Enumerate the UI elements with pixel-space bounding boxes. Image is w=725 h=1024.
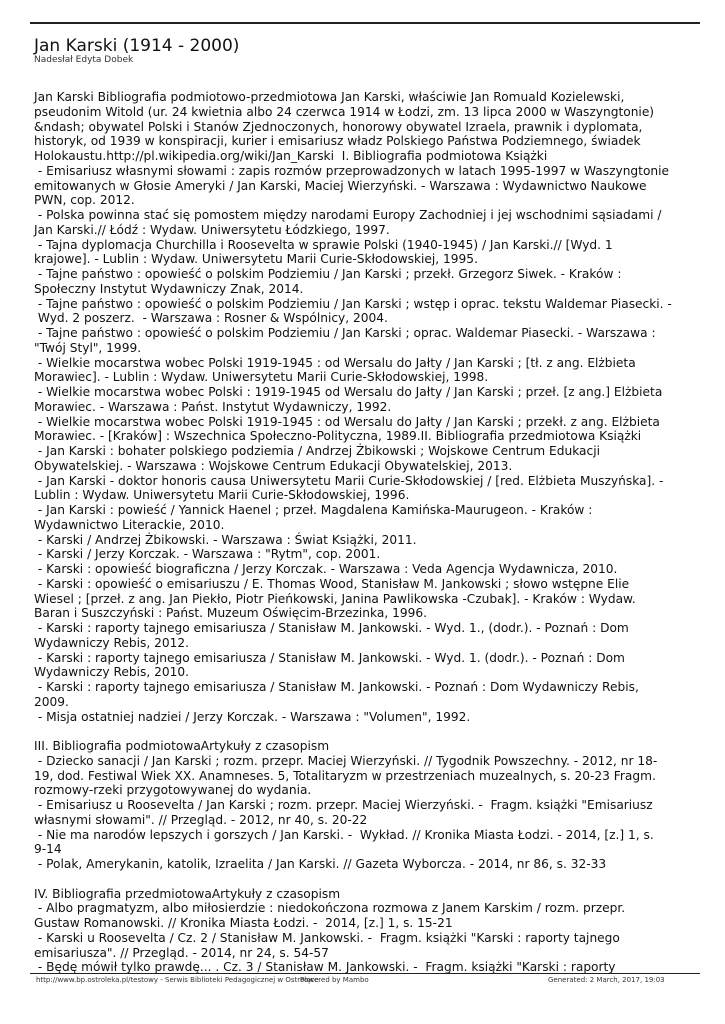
- body-text-line: - Albo pragmatyzm, albo miłosierdzie : niedokończona rozmowa z Janem Karskim / rozm. przepr.: [34, 901, 626, 916]
- body-text-line: Baran i Suszczyński : Państ. Muzeum Oświęcim-Brzezinka, 1996.: [34, 606, 427, 621]
- body-text-line: 19, dod. Festiwal Wiek XX. Anamneses. 5, Totalitaryzm w przestrzeniach muzealnych, s. 20-23 Fragm.: [34, 768, 656, 783]
- body-text-line: Morawiec. - Warszawa : Państ. Instytut Wydawniczy, 1992.: [34, 399, 392, 414]
- body-text-line: Wyd. 2 poszerz. - Warszawa : Rosner & Wspólnicy, 2004.: [34, 311, 388, 326]
- body-text-line: Społeczny Instytut Wydawniczy Znak, 2014.: [34, 281, 304, 296]
- footer-url[interactable]: http://www.bp.ostroleka.pl/testowy - Serwis Biblioteki Pedagogicznej w Ostrołęce: [36, 976, 319, 984]
- body-text-line: - Polak, Amerykanin, katolik, Izraelita / Jan Karski. // Gazeta Wyborcza. - 2014, nr 86, s. 32-33: [34, 857, 607, 871]
- body-text-line: - Misja ostatniej nadziei / Jerzy Korczak. - Warszawa : "Volumen", 1992.: [34, 709, 471, 724]
- body-text-line: - Karski / Jerzy Korczak. - Warszawa : "Rytm", cop. 2001.: [34, 547, 381, 562]
- body-text-line: - Jan Karski - doktor honoris causa Uniwersytetu Marii Curie-Skłodowskiej / [red. Elżbieta Muszyńska]. -: [34, 473, 664, 488]
- body-text-line: - Karski : raporty tajnego emisariusza / Stanisław M. Jankowski. - Poznań : Dom Wydawniczy Rebis,: [34, 680, 639, 694]
- body-text-line: - Karski : raporty tajnego emisariusza / Stanisław M. Jankowski. - Wyd. 1. (dodr.). - Poznań : Dom: [34, 650, 625, 665]
- body-text-line: - Karski : raporty tajnego emisariusza / Stanisław M. Jankowski. - Wyd. 1., (dodr.). - Poznań : Dom: [34, 621, 629, 635]
- body-text-line: Lublin : Wydaw. Uniwersytetu Marii Curie-Skłodowskiej, 1996.: [34, 488, 410, 503]
- body-text-line: Wydawniczy Rebis, 2012.: [34, 635, 190, 650]
- body-text-line: - Będę mówił tylko prawdę... . Cz. 3 / Stanisław M. Jankowski. - Fragm. książki "Karski : raporty: [34, 960, 616, 975]
- body-text-line: - Tajne państwo : opowieść o polskim Podziemiu / Jan Karski ; wstęp i oprac. tekstu Waldemar Piasecki. -: [34, 296, 672, 311]
- footer-powered: Powered by Mambo: [300, 976, 369, 984]
- body-text-line: - Jan Karski : powieść / Yannick Haenel ; przeł. Magdalena Kamińska-Maurugeon. - Kraków :: [34, 503, 593, 517]
- body-text-line: 2009.: [34, 694, 69, 709]
- document-body: [34, 90, 698, 975]
- body-text-line: Morawiec]. - Lublin : Wydaw. Uniwersytetu Marii Curie-Skłodowskiej, 1998.: [34, 370, 489, 385]
- body-text-line: Obywatelskiej. - Warszawa : Wojskowe Centrum Edukacji Obywatelskiej, 2013.: [34, 458, 513, 473]
- body-text-line: emisariusza". // Przegląd. - 2014, nr 24, s. 54-57: [34, 945, 329, 960]
- body-text-line: - Karski u Roosevelta / Cz. 2 / Stanisław M. Jankowski. - Fragm. książki "Karski : raporty tajnego: [34, 930, 620, 945]
- body-text-line: - Emisariusz u Roosevelta / Jan Karski ; rozm. przepr. Maciej Wierzyński. - Fragm. książki "Emisariusz: [34, 798, 653, 812]
- body-text-line: - Karski : opowieść biograficzna / Jerzy Korczak. - Warszawa : Veda Agencja Wydawnicza, 2010.: [34, 562, 618, 576]
- body-text-line: - Wielkie mocarstwa wobec Polski 1919-1945 : od Wersalu do Jałty / Jan Karski ; przekł. z ang. Elżbieta: [34, 414, 660, 429]
- body-text-line: Jan Karski Bibliografia podmiotowo-przedmiotowa Jan Karski, właściwie Jan Romuald Kozielewski,: [34, 90, 625, 104]
- body-text-line: własnymi słowami". // Przegląd. - 2012, nr 40, s. 20-22: [34, 812, 368, 827]
- body-text-line: - Tajne państwo : opowieść o polskim Podziemiu / Jan Karski ; oprac. Waldemar Piasecki. - Warszawa :: [34, 326, 656, 340]
- body-text-line: rozmowy-rzeki przygotowywanej do wydania.: [34, 783, 312, 798]
- body-text-line: historyk, od 1939 w konspiracji, kurier i emisariusz władz Polskiego Państwa Podziemnego, świadek: [34, 134, 641, 149]
- bottom-rule: [30, 973, 700, 974]
- body-text-line: "Twój Styl", 1999.: [34, 340, 142, 355]
- body-text-line: pseudonim Witold (ur. 24 kwietnia albo 24 czerwca 1914 w Łodzi, zm. 13 lipca 2000 w Waszyngtonie): [34, 104, 655, 119]
- body-text-line: Holokaustu.http://pl.wikipedia.org/wiki/Jan_Karski I. Bibliografia podmiotowa Książki: [34, 149, 548, 163]
- body-text-line: III. Bibliografia podmiotowaArtykuły z czasopism: [34, 739, 330, 753]
- body-text-line: &ndash; obywatel Polski i Stanów Zjednoczonych, honorowy obywatel Izraela, prawnik i dyplomata,: [34, 119, 643, 134]
- body-text-line: 9-14: [34, 842, 62, 857]
- body-text-line: krajowe]. - Lublin : Wydaw. Uniwersytetu Marii Curie-Skłodowskiej, 1995.: [34, 252, 478, 267]
- body-text-line: - Tajne państwo : opowieść o polskim Podziemiu / Jan Karski ; przekł. Grzegorz Siwek. - Kraków :: [34, 267, 622, 281]
- page-title: Jan Karski (1914 - 2000): [34, 36, 240, 56]
- body-text-line: Jan Karski.// Łódź : Wydaw. Uniwersytetu Łódzkiego, 1997.: [34, 222, 390, 237]
- body-text-line: - Karski / Andrzej Żbikowski. - Warszawa : Świat Książki, 2011.: [34, 532, 417, 547]
- paragraph-gap: [34, 872, 698, 887]
- top-rule: [30, 22, 700, 24]
- body-text-line: Wydawnictwo Literackie, 2010.: [34, 517, 225, 532]
- author-line: Nadesłał Edyta Dobek: [34, 55, 134, 65]
- body-text-line: emitowanych w Głosie Ameryki / Jan Karski, Maciej Wierzyński. - Warszawa : Wydawnictwo Naukowe: [34, 178, 647, 193]
- body-text-line: - Karski : opowieść o emisariuszu / E. Thomas Wood, Stanisław M. Jankowski ; słowo wstępne Elie: [34, 576, 630, 591]
- footer-generated: Generated: 2 March, 2017, 19:03: [548, 976, 665, 984]
- paragraph-gap: [34, 724, 698, 739]
- body-text-line: - Wielkie mocarstwa wobec Polski : 1919-1945 od Wersalu do Jałty / Jan Karski ; przeł. [z ang.] Elżbieta: [34, 385, 663, 399]
- body-text-line: - Wielkie mocarstwa wobec Polski 1919-1945 : od Wersalu do Jałty / Jan Karski ; [tł. z ang. Elżbieta: [34, 355, 636, 370]
- body-text-line: - Nie ma narodów lepszych i gorszych / Jan Karski. - Wykład. // Kronika Miasta Łodzi. - 2014, [z.] 1, s.: [34, 827, 654, 842]
- body-text-line: - Dziecko sanacji / Jan Karski ; rozm. przepr. Maciej Wierzyński. // Tygodnik Powszechny. - 2012, nr 18-: [34, 753, 658, 768]
- body-text-line: Wiesel ; [przeł. z ang. Jan Piekło, Piotr Pieńkowski, Janina Pawlikowska -Czubak]. - Kraków : Wydaw.: [34, 591, 636, 606]
- body-text-line: PWN, cop. 2012.: [34, 193, 135, 208]
- body-text-line: - Jan Karski : bohater polskiego podziemia / Andrzej Żbikowski ; Wojskowe Centrum Edukacji: [34, 444, 601, 458]
- body-text-line: - Emisariusz własnymi słowami : zapis rozmów przeprowadzonych w latach 1995-1997 w Waszyngtonie: [34, 163, 670, 178]
- body-text-line: IV. Bibliografia przedmiotowaArtykuły z czasopism: [34, 886, 341, 901]
- body-text-line: - Tajna dyplomacja Churchilla i Roosevelta w sprawie Polski (1940-1945) / Jan Karski.// [Wyd. 1: [34, 237, 613, 252]
- body-text-line: - Polska powinna stać się pomostem między narodami Europy Zachodniej i jej wschodnimi sąsiadami /: [34, 208, 662, 222]
- body-text-line: Morawiec. - [Kraków] : Wszechnica Społeczno-Polityczna, 1989.II. Bibliografia przedmiotowa Książki: [34, 429, 642, 444]
- body-text-line: Gustaw Romanowski. // Kronika Miasta Łodzi. - 2014, [z.] 1, s. 15-21: [34, 916, 453, 930]
- body-text-line: Wydawniczy Rebis, 2010.: [34, 665, 190, 680]
